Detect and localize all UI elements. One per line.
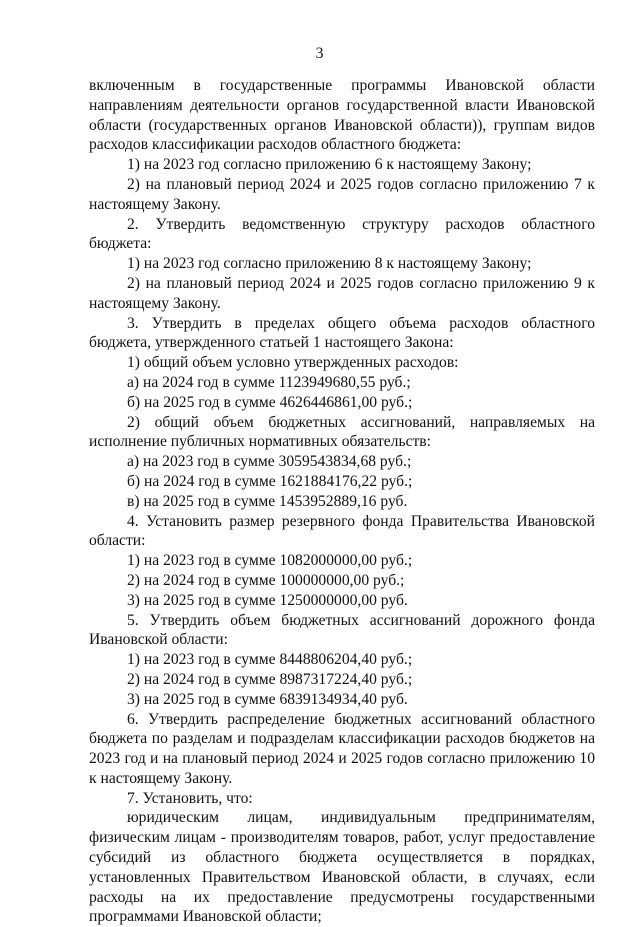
paragraph: 3) на 2025 год в сумме 1250000000,00 руб. xyxy=(127,591,408,609)
paragraph: б) на 2024 год в сумме 1621884176,22 руб.; xyxy=(127,472,413,490)
paragraph: 2) на 2024 год в сумме 8987317224,40 руб.; xyxy=(127,670,413,688)
paragraph: 1) на 2023 год согласно приложению 8 к настоящему Закону; xyxy=(127,255,532,273)
paragraph: включенным в государственные программы Ивановской области направлениям деятельности органов государственной власти Ивановской области (государственных органов Ивановской области)), группам видов расходов классификации расходов областного бюджета: xyxy=(89,77,595,154)
paragraph: 4. Установить размер резервного фонда Правительства Ивановской области: xyxy=(89,512,595,550)
paragraph: 7. Установить, что: xyxy=(127,789,253,807)
paragraph: 2) общий объем бюджетных ассигнований, направляемых на исполнение публичных нормативных обязательств: xyxy=(89,413,595,451)
paragraph: 1) на 2023 год в сумме 1082000000,00 руб.; xyxy=(127,552,413,570)
paragraph: 3. Утвердить в пределах общего объема расходов областного бюджета, утвержденного статьей 1 настоящего Закона: xyxy=(89,314,595,352)
paragraph: 2. Утвердить ведомственную структуру расходов областного бюджета: xyxy=(89,215,595,253)
page-number: 3 xyxy=(315,45,324,62)
paragraph: 2) на 2024 год в сумме 100000000,00 руб.; xyxy=(127,571,405,589)
paragraph: 3) на 2025 год в сумме 6839134934,40 руб. xyxy=(127,690,408,708)
paragraph: 1) на 2023 год согласно приложению 6 к настоящему Закону; xyxy=(127,156,532,174)
paragraph: 5. Утвердить объем бюджетных ассигнований дорожного фонда Ивановской области: xyxy=(89,611,595,649)
paragraph: юридическим лицам, индивидуальным предпринимателям, физическим лицам - производителям товаров, работ, услуг предоставление субсидий из областного бюджета осуществляется в порядках, установленных Правительством Ивановской области, в случаях, если расходы на их предоставление предусмотрены государственными программами Ивановской области; xyxy=(89,809,595,926)
paragraph: 1) на 2023 год в сумме 8448806204,40 руб.; xyxy=(127,651,413,669)
paragraph: в) на 2025 год в сумме 1453952889,16 руб. xyxy=(127,492,408,510)
paragraph: б) на 2025 год в сумме 4626446861,00 руб.; xyxy=(127,393,413,411)
paragraph: 2) на плановый период 2024 и 2025 годов согласно приложению 9 к настоящему Закону. xyxy=(89,274,595,312)
document-body xyxy=(89,76,595,927)
paragraph: 2) на плановый период 2024 и 2025 годов согласно приложению 7 к настоящему Закону. xyxy=(89,175,595,213)
paragraph: 6. Утвердить распределение бюджетных ассигнований областного бюджета по разделам и подразделам классификации расходов бюджетов на 2023 год и на плановый период 2024 и 2025 годов согласно приложению 10 к настоящему Закону. xyxy=(89,710,595,787)
paragraph: 1) общий объем условно утвержденных расходов: xyxy=(127,354,459,372)
paragraph: а) на 2023 год в сумме 3059543834,68 руб.; xyxy=(127,453,412,471)
paragraph: а) на 2024 год в сумме 1123949680,55 руб.; xyxy=(127,373,411,391)
